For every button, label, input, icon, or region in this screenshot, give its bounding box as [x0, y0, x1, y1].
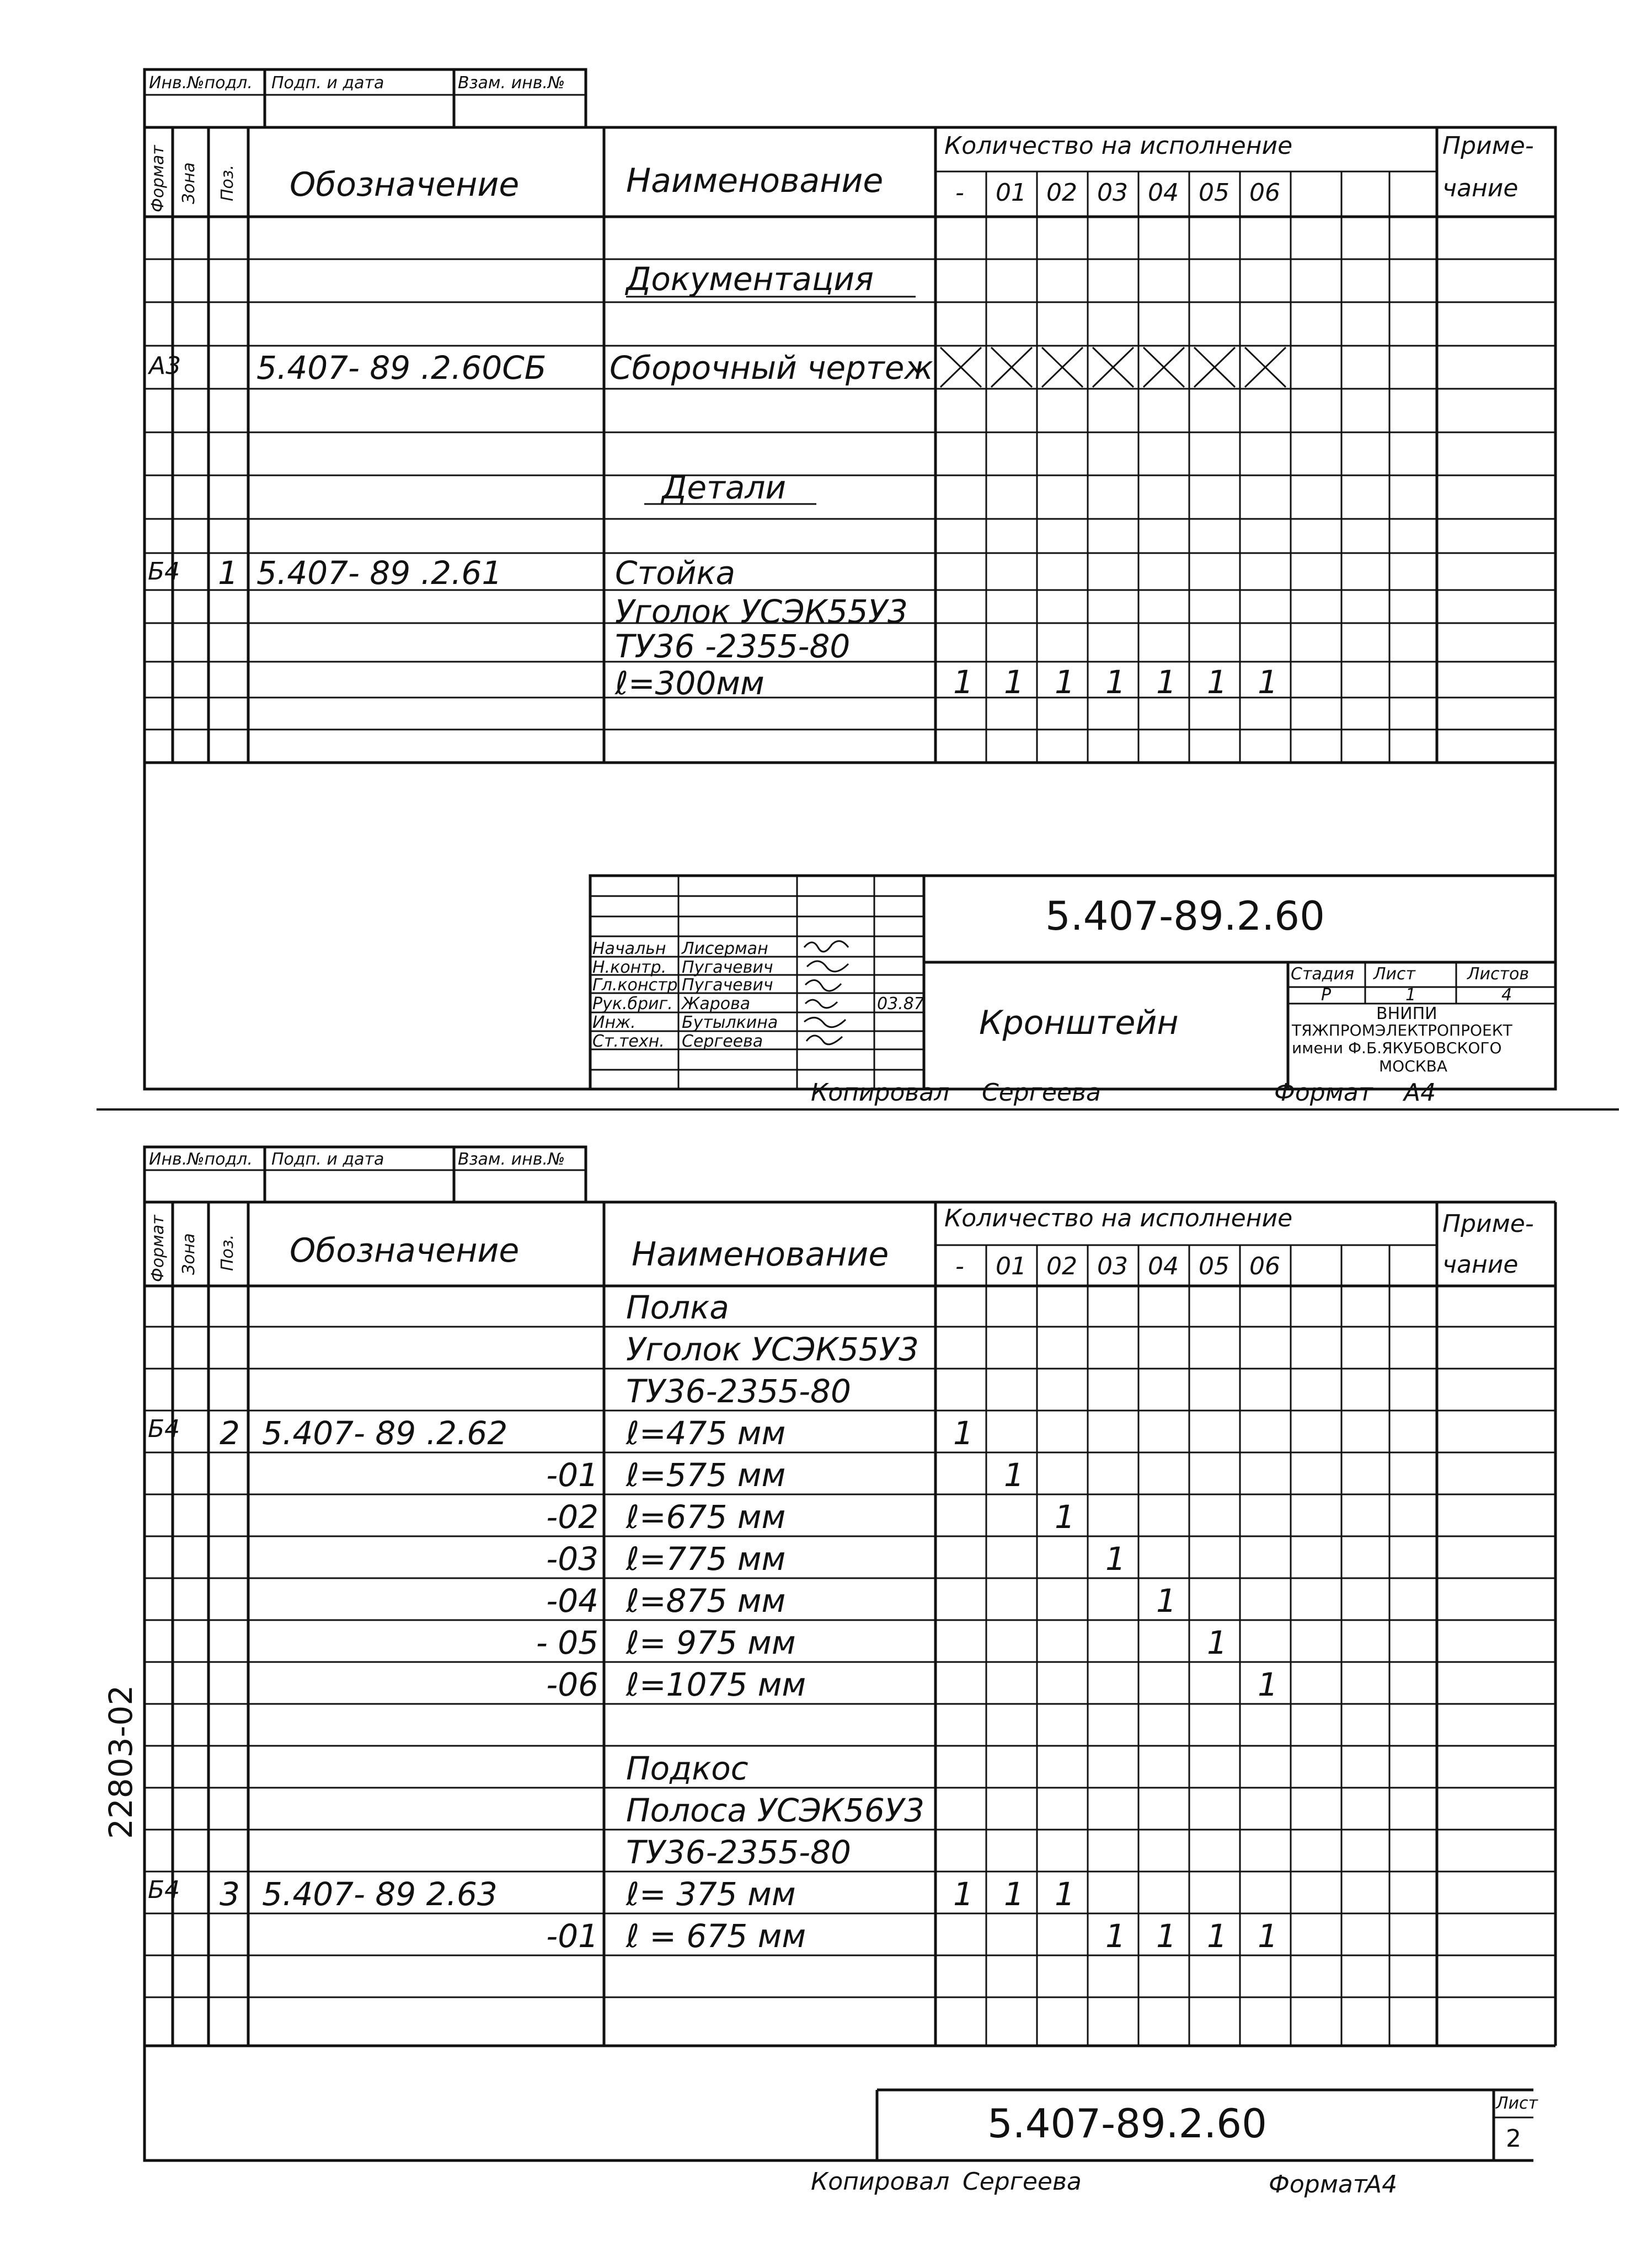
- header2-note-2: чание: [1442, 1251, 1519, 1279]
- title2-sheet-label: Лист: [1496, 2094, 1538, 2113]
- exec-col-5: 05: [1199, 179, 1229, 207]
- person-0: Лисерман: [682, 939, 768, 958]
- header2-zone: Зона: [179, 1233, 199, 1275]
- row-qty-1: 1: [1004, 1456, 1024, 1494]
- part-qty-3: 1: [1105, 663, 1126, 701]
- part-row-format: Б4: [148, 557, 180, 586]
- part-row-name-2: ТУ36 -2355-80: [615, 628, 851, 665]
- row-qty-6: 1: [1258, 1917, 1278, 1955]
- section-documentation: Документация: [626, 260, 874, 298]
- row-name: ℓ=775 мм: [626, 1540, 786, 1578]
- row-qty-1: 1: [1004, 1875, 1024, 1913]
- row-name: ℓ=1075 мм: [626, 1666, 806, 1703]
- row-qty-5: 1: [1207, 1917, 1227, 1955]
- exec-col-1: 01: [996, 179, 1027, 207]
- exec-col-4: 04: [1148, 179, 1179, 207]
- row-name: Полка: [626, 1289, 729, 1326]
- sheet-label: Лист: [1373, 964, 1416, 984]
- format2-label: Формат: [1269, 2170, 1367, 2199]
- stamp-vzam: Взам. инв.№: [458, 73, 565, 93]
- header2-note-1: Приме-: [1442, 1210, 1534, 1238]
- stamp2-inv-podl: Инв.№подл.: [149, 1150, 253, 1169]
- row-qty-3: 1: [1105, 1540, 1126, 1578]
- format-label: Формат: [1274, 1079, 1373, 1107]
- org-line-1: ВНИПИ: [1376, 1004, 1437, 1023]
- person-5: Сергеева: [682, 1032, 763, 1051]
- copier-name: Сергеева: [982, 1079, 1101, 1107]
- part-row-designation: 5.407- 89 .2.61: [256, 554, 502, 592]
- doc-row-format: А3: [149, 352, 181, 380]
- person-1: Пугачевич: [682, 958, 773, 977]
- exec-col-6: 06: [1249, 179, 1280, 207]
- row-name: ℓ= 975 мм: [626, 1624, 796, 1661]
- row-designation: 5.407- 89 2.63: [262, 1875, 498, 1913]
- part-qty-5: 1: [1207, 663, 1227, 701]
- doc-row-name: Сборочный чертеж: [610, 349, 933, 387]
- copied-label: Копировал: [811, 1079, 950, 1107]
- row-pos: 2: [220, 1414, 240, 1452]
- row-name: ℓ=875 мм: [626, 1582, 786, 1620]
- row-qty-0: 1: [953, 1875, 974, 1913]
- header2-pos: Поз.: [218, 1234, 237, 1271]
- header2-quantity: Количество на исполнение: [944, 1204, 1293, 1232]
- row-qty-6: 1: [1258, 1666, 1278, 1703]
- role-1: Н.контр.: [592, 958, 667, 977]
- copied2-label: Копировал: [811, 2168, 950, 2196]
- exec2-col-6: 06: [1249, 1252, 1280, 1280]
- header2-name: Наименование: [632, 1235, 889, 1274]
- row-pos: 3: [220, 1875, 240, 1913]
- row-name: ℓ=575 мм: [626, 1456, 786, 1494]
- part-qty-4: 1: [1156, 663, 1177, 701]
- row-name: ℓ=675 мм: [626, 1498, 786, 1536]
- row-name: Подкос: [626, 1750, 749, 1787]
- title-name: Кронштейн: [979, 1004, 1179, 1042]
- row-designation: -04: [546, 1582, 598, 1620]
- person-3: Жарова: [682, 994, 751, 1014]
- section-parts: Детали: [662, 469, 787, 506]
- exec2-col-0: -: [955, 1252, 964, 1280]
- exec2-col-1: 01: [996, 1252, 1027, 1280]
- header-pos: Поз.: [218, 164, 237, 201]
- role-4: Инж.: [592, 1013, 636, 1032]
- header2-designation: Обозначение: [290, 1231, 520, 1270]
- row-designation: -01: [546, 1456, 598, 1494]
- header2-format: Формат: [148, 1215, 168, 1282]
- exec2-col-3: 03: [1097, 1252, 1128, 1280]
- row-qty-0: 1: [953, 1414, 974, 1452]
- part-row-name-3: ℓ=300мм: [615, 664, 764, 702]
- row-name: ТУ36-2355-80: [626, 1372, 851, 1410]
- format2-value: А4: [1365, 2170, 1398, 2199]
- row-format: Б4: [148, 1876, 180, 1904]
- approval-date: 03.87: [877, 994, 924, 1014]
- title2-code: 5.407-89.2.60: [987, 2100, 1267, 2147]
- title2-sheet-value: 2: [1506, 2125, 1521, 2153]
- sheet-value: 1: [1405, 985, 1416, 1005]
- person-4: Бутылкина: [682, 1013, 778, 1032]
- stage-value: Р: [1321, 985, 1332, 1005]
- exec2-col-5: 05: [1199, 1252, 1229, 1280]
- row-designation: -06: [546, 1666, 598, 1703]
- row-qty-5: 1: [1207, 1624, 1227, 1661]
- role-5: Ст.техн.: [592, 1032, 665, 1051]
- stamp-podp-data: Подп. и дата: [271, 73, 384, 93]
- row-designation: -03: [546, 1540, 598, 1578]
- header-quantity: Количество на исполнение: [944, 132, 1293, 160]
- row-format: Б4: [148, 1415, 180, 1443]
- side-archive-number: 22803-02: [102, 1685, 140, 1839]
- copier2-name: Сергеева: [963, 2168, 1082, 2196]
- row-designation: -01: [546, 1917, 598, 1955]
- title-code: 5.407-89.2.60: [1045, 893, 1325, 939]
- person-2: Пугачевич: [682, 975, 773, 995]
- stage-label: Стадия: [1291, 964, 1355, 984]
- row-qty-4: 1: [1156, 1917, 1177, 1955]
- exec2-col-4: 04: [1148, 1252, 1179, 1280]
- part-qty-0: 1: [953, 663, 974, 701]
- row-qty-3: 1: [1105, 1917, 1126, 1955]
- stamp2-vzam: Взам. инв.№: [458, 1150, 565, 1169]
- header-name: Наименование: [626, 162, 884, 200]
- sheets-label: Листов: [1467, 964, 1530, 984]
- org-line-2: ТЯЖПРОМЭЛЕКТРОПРОЕКТ: [1292, 1021, 1512, 1039]
- sheets-value: 4: [1501, 985, 1512, 1005]
- stamp-inv-podl: Инв.№подл.: [149, 73, 253, 93]
- row-qty-2: 1: [1055, 1498, 1075, 1536]
- row-name: ℓ = 675 мм: [626, 1917, 806, 1955]
- part-qty-1: 1: [1004, 663, 1024, 701]
- exec-col-0: -: [955, 179, 964, 207]
- header-format: Формат: [148, 145, 168, 212]
- part-row-name-0: Стойка: [615, 554, 736, 592]
- role-3: Рук.бриг.: [592, 994, 673, 1014]
- header-zone: Зона: [179, 162, 199, 204]
- part-qty-6: 1: [1258, 663, 1278, 701]
- part-qty-2: 1: [1055, 663, 1075, 701]
- exec2-col-2: 02: [1046, 1252, 1077, 1280]
- part-row-pos: 1: [218, 554, 238, 592]
- row-designation: 5.407- 89 .2.62: [262, 1414, 508, 1452]
- row-designation: -02: [546, 1498, 598, 1536]
- signatures: [799, 936, 876, 1080]
- format-value: А4: [1404, 1079, 1436, 1107]
- row-name: ℓ=475 мм: [626, 1414, 786, 1452]
- org-line-4: МОСКВА: [1379, 1057, 1447, 1075]
- row-name: Уголок УСЭК55У3: [626, 1331, 919, 1368]
- exec-col-3: 03: [1097, 179, 1128, 207]
- row-name: Полоса УСЭК56У3: [626, 1792, 925, 1829]
- header-note-1: Приме-: [1442, 132, 1534, 160]
- stamp2-podp-data: Подп. и дата: [271, 1150, 384, 1169]
- header-note-2: чание: [1442, 174, 1519, 202]
- row-designation: - 05: [536, 1624, 598, 1661]
- header-designation: Обозначение: [290, 165, 520, 204]
- role-0: Начальн: [592, 939, 666, 958]
- row-qty-2: 1: [1055, 1875, 1075, 1913]
- role-2: Гл.констр: [592, 975, 678, 995]
- row-name: ℓ= 375 мм: [626, 1875, 796, 1913]
- org-line-3: имени Ф.Б.ЯКУБОВСКОГО: [1292, 1039, 1502, 1057]
- row-qty-4: 1: [1156, 1582, 1177, 1620]
- exec-col-2: 02: [1046, 179, 1077, 207]
- part-row-name-1: Уголок УСЭК55У3: [615, 593, 908, 630]
- row-name: ТУ36-2355-80: [626, 1833, 851, 1871]
- doc-row-designation: 5.407- 89 .2.60СБ: [256, 349, 547, 387]
